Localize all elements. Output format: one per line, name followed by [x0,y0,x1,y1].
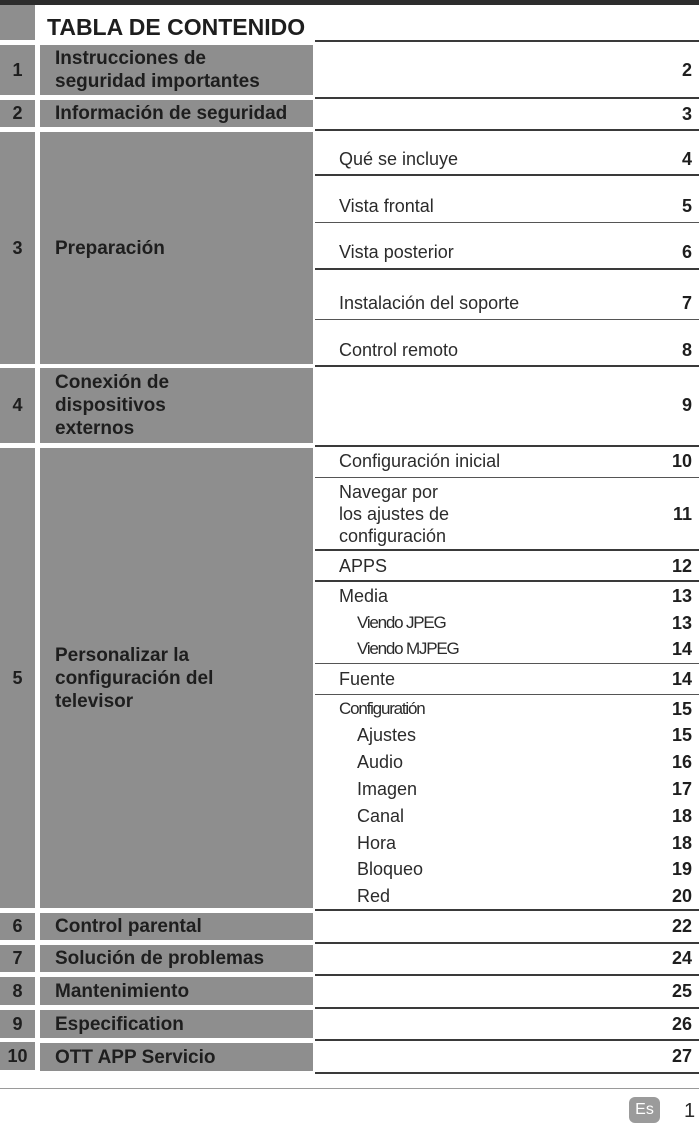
toc-subentry[interactable]: Ajustes [357,725,417,745]
divider [315,222,699,223]
divider [315,1007,699,1009]
page-number: 24 [671,948,692,968]
page-number: 25 [671,981,692,1001]
chapter-number: 2 [0,100,35,127]
toc-entry-line: configuración [339,526,447,546]
page-number: 19 [671,859,692,879]
page-number: 22 [671,916,692,936]
page-number: 26 [671,1014,692,1034]
divider [315,694,699,695]
page-number: 4 [681,149,692,169]
divider [315,942,699,944]
chapter-number: 4 [0,368,35,443]
chapter-title-line: seguridad importantes [55,71,260,92]
toc-entry[interactable]: Configuración inicial [339,451,501,471]
chapter-title-line: Conexión de [55,372,170,393]
toc-entry[interactable]: Instalación del soporte [339,293,520,313]
page-number: 9 [681,395,692,415]
toc-entry[interactable]: Vista frontal [339,196,434,216]
toc-subentry[interactable]: Viendo JPEG [357,613,446,632]
toc-subentry[interactable]: Canal [357,806,405,826]
chapter-number: 3 [0,132,35,364]
chapter-title[interactable] [40,913,313,940]
chapter-title-line: Mantenimiento [55,980,190,1002]
chapter-number: 6 [0,913,35,940]
chapter-number: 7 [0,945,35,972]
toc-entry-line: los ajustes de [339,504,450,524]
page-number: 13 [671,586,692,606]
toc-entry[interactable] [339,481,449,547]
chapter-title-line: dispositivos [55,395,166,416]
page-number: 8 [681,340,692,360]
page-number: 12 [671,556,692,576]
divider [315,549,699,551]
toc-subentry[interactable]: Red [357,886,391,906]
language-badge: Es [629,1097,660,1123]
page-number: 5 [681,196,692,216]
page-number: 17 [671,779,692,799]
divider [315,1072,699,1074]
chapter-number: 8 [0,977,35,1005]
toc-entry[interactable]: APPS [339,556,388,576]
chapter-title[interactable] [40,100,313,127]
divider [315,97,699,99]
page-number: 2 [681,60,692,80]
page-number: 10 [671,451,692,471]
toc-entry[interactable]: Control remoto [339,340,459,360]
toc-subentry[interactable]: Audio [357,752,404,772]
chapter-title-line: Instrucciones de [55,48,206,69]
divider [315,1039,699,1041]
toc-subentry[interactable]: Hora [357,833,397,853]
chapter-number: 9 [0,1010,35,1038]
chapter-title[interactable] [40,448,313,908]
page-number: 20 [671,886,692,906]
page-number: 18 [671,806,692,826]
page-number: 16 [671,752,692,772]
page-number: 15 [671,699,692,719]
toc-entry[interactable]: Configuratión [339,699,425,718]
toc-entry[interactable]: Media [339,586,389,606]
corner-block [0,5,35,40]
divider [315,445,699,447]
page-number: 11 [672,504,692,524]
chapter-title[interactable] [40,45,313,95]
chapter-title-line: configuración del [55,667,214,689]
page-number: 27 [671,1046,692,1066]
divider [315,909,699,911]
footer-divider [0,1088,699,1089]
toc-entry[interactable]: Vista posterior [339,242,454,262]
page-number: 3 [681,104,692,124]
divider [315,319,699,320]
chapter-title-line: Personalizar la [55,644,190,666]
chapter-title[interactable] [40,132,313,364]
page-number: 13 [671,613,692,633]
divider [315,477,699,478]
chapter-title[interactable] [40,368,313,443]
chapter-title-line: Especification [55,1013,184,1035]
chapter-title-line: Control parental [55,916,202,937]
toc-subentry[interactable]: Bloqueo [357,859,424,879]
divider [315,365,699,367]
divider [315,129,699,131]
divider [315,974,699,976]
chapter-title-line: Solución de problemas [55,948,265,969]
toc-entry-line: Navegar por [339,482,439,502]
chapter-title-line: televisor [55,690,134,712]
chapter-title[interactable] [40,1010,313,1038]
toc-subentry[interactable]: Viendo MJPEG [357,639,459,658]
page-number: 14 [671,639,692,659]
chapter-number: 10 [0,1042,35,1070]
divider [315,174,699,176]
chapter-title-line: Preparación [55,237,165,259]
top-bar [0,0,699,5]
chapter-title[interactable] [40,977,313,1005]
page-title: TABLA DE CONTENIDO [47,14,306,40]
chapter-title[interactable] [40,945,313,972]
chapter-number: 1 [0,45,35,95]
divider [315,580,699,582]
page-number: 14 [671,669,692,689]
page-number: 7 [681,293,692,313]
toc-entry[interactable]: Qué se incluye [339,149,459,169]
chapter-title[interactable] [40,1043,313,1071]
toc-subentry[interactable]: Imagen [357,779,418,799]
page-number: 18 [671,833,692,853]
chapter-title-line: OTT APP Servicio [55,1046,216,1068]
divider [315,663,699,664]
chapter-title-line: externos [55,418,135,439]
toc-entry[interactable]: Fuente [339,669,396,689]
footer-page-number: 1 [684,1100,696,1122]
divider [315,268,699,270]
chapter-title-line: Información de seguridad [55,103,288,124]
page-number: 15 [671,725,692,745]
divider [315,40,699,42]
chapter-number: 5 [0,448,35,908]
page-number: 6 [681,242,692,262]
